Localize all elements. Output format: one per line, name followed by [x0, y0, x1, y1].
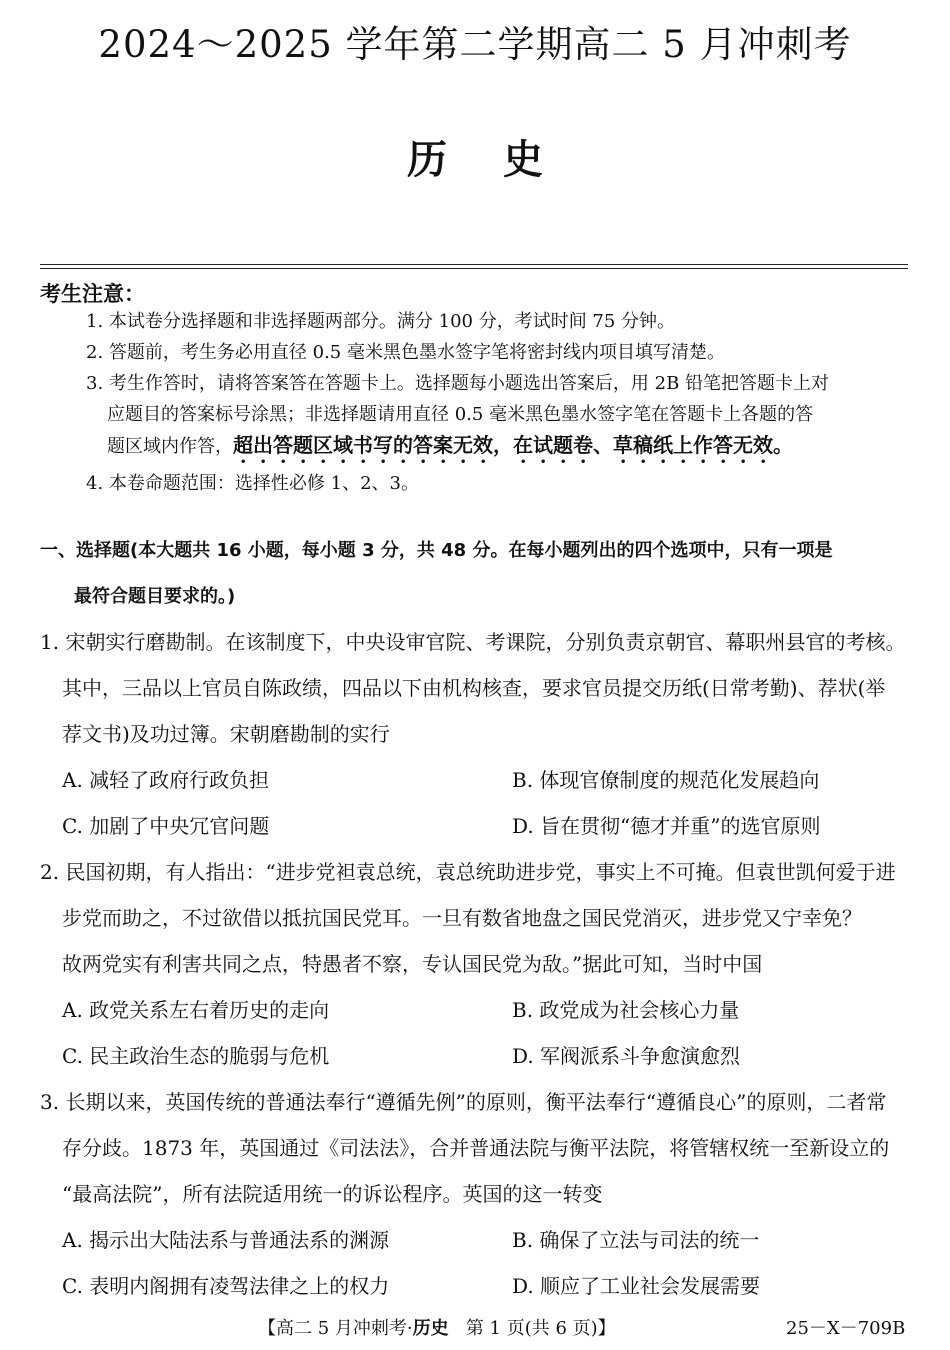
question-3-line-2: 存分歧。1873 年，英国通过《司法法》，合并普通法院与衡平法院，将管辖权统一至新设立的 [62, 1136, 890, 1160]
header-divider-top [40, 264, 908, 265]
subject-title: 历史 [407, 137, 599, 183]
notice-item-1: 1. 本试卷分选择题和非选择题两部分。满分 100 分，考试时间 75 分钟。 [86, 311, 676, 332]
question-3-line-1: 3. 长期以来，英国传统的普通法奉行“遵循先例”的原则，衡平法奉行“遵循良心”的原则，二者常 [40, 1090, 887, 1114]
question-2-option-b: B. 政党成为社会核心力量 [512, 998, 740, 1022]
footer-right-bracket: 】 [597, 1318, 616, 1339]
question-2-option-a: A. 政党关系左右着历史的走向 [62, 998, 330, 1022]
question-2-line-1: 2. 民国初期，有人指出：“进步党袒袁总统，袁总统助进步党，事实上不可掩。但袁世凯何爱于进 [40, 860, 896, 884]
question-3-line-3: “最高法院”，所有法院适用统一的诉讼程序。英国的这一转变 [62, 1182, 603, 1206]
question-3-option-d: D. 顺应了工业社会发展需要 [512, 1274, 761, 1298]
notice-item-3-emphasis: 超出答题区域书写的答案无效，在试题卷、草稿纸上作答无效。 [233, 433, 793, 457]
question-3-option-a: A. 揭示出大陆法系与普通法系的渊源 [62, 1228, 390, 1252]
footer-dot: · [406, 1318, 413, 1339]
section-1-heading-line-1: 一、选择题(本大题共 16 小题，每小题 3 分，共 48 分。在每小题列出的四个选项中，只有一项是 [40, 540, 833, 561]
page-footer [258, 1314, 616, 1340]
question-1-line-3: 荐文书)及功过簿。宋朝磨勘制的实行 [62, 722, 390, 746]
question-3-option-c: C. 表明内阁拥有凌驾法律之上的权力 [62, 1274, 390, 1298]
question-1-line-2: 其中，三品以上官员自陈政绩，四品以下由机构核查，要求官员提交历纸(日常考勤)、荐状(举 [62, 676, 886, 700]
question-2-line-3: 故两党实有利害共同之点，特愚者不察，专认国民党为敌。”据此可知，当时中国 [62, 952, 763, 976]
notice-item-3-line-3 [107, 430, 793, 468]
question-3-option-b: B. 确保了立法与司法的统一 [512, 1228, 760, 1252]
question-2-option-d: D. 军阀派系斗争愈演愈烈 [512, 1044, 741, 1068]
notice-item-3-line-2: 应题目的答案标号涂黑；非选择题请用直径 0.5 毫米黑色墨水签字笔在答题卡上各题的答 [107, 404, 814, 425]
section-1-heading-line-2: 最符合题目要求的。) [74, 586, 236, 607]
footer-page-number: 第 1 页(共 6 页) [465, 1318, 598, 1339]
footer-exam: 高二 5 月冲刺考 [276, 1318, 407, 1339]
footer-paper-code: 25－X－709B [786, 1318, 906, 1339]
header-divider-bottom [40, 268, 908, 269]
question-1-option-c: C. 加剧了中央冗官问题 [62, 814, 270, 838]
question-1-option-d: D. 旨在贯彻“德才并重”的选官原则 [512, 814, 821, 838]
footer-left-bracket: 【 [258, 1318, 276, 1339]
question-1-line-1: 1. 宋朝实行磨勘制。在该制度下，中央设审官院、考课院，分别负责京朝官、幕职州县官的考核。 [40, 630, 906, 654]
question-1-option-b: B. 体现官僚制度的规范化发展趋向 [512, 768, 820, 792]
notice-item-3-line-1: 3. 考生作答时，请将答案答在答题卡上。选择题每小题选出答案后，用 2B 铅笔把答题卡上对 [86, 373, 830, 394]
notice-item-4: 4. 本卷命题范围：选择性必修 1、2、3。 [86, 473, 419, 494]
notice-item-3-plain: 题区域内作答， [107, 436, 233, 457]
exam-title: 2024～2025 学年第二学期高二 5 月冲刺考 [98, 23, 852, 66]
question-2-option-c: C. 民主政治生态的脆弱与危机 [62, 1044, 330, 1068]
question-1-option-a: A. 减轻了政府行政负担 [62, 768, 270, 792]
footer-subject: 历史 [412, 1318, 449, 1339]
notice-item-2: 2. 答题前，考生务必用直径 0.5 毫米黑色墨水签字笔将密封线内项目填写清楚。 [86, 342, 725, 363]
question-2-line-2: 步党而助之，不过欲借以抵抗国民党耳。一旦有数省地盘之国民党消灭，进步党又宁幸免？ [62, 906, 862, 930]
notice-heading: 考生注意： [40, 282, 145, 306]
